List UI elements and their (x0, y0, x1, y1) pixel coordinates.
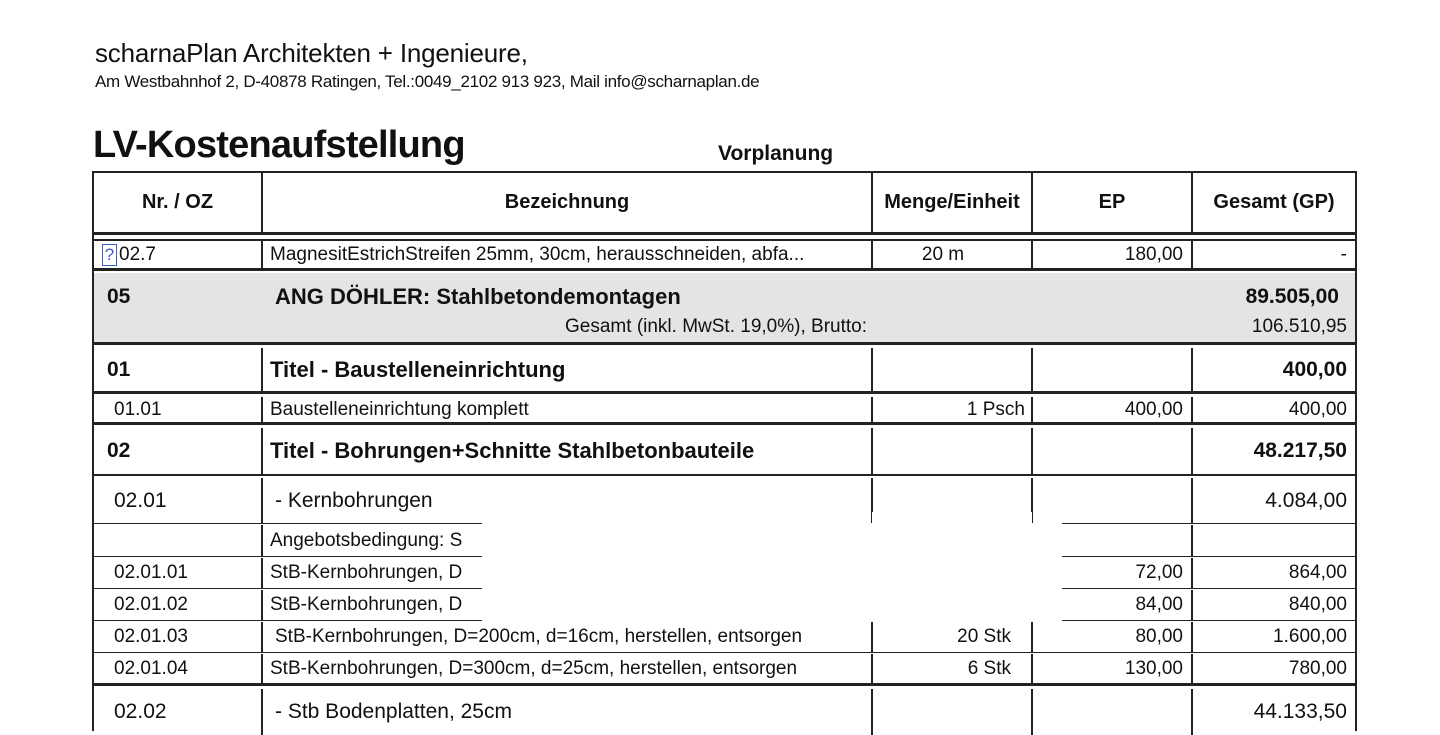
row-qty: 20 m (871, 241, 1031, 268)
row-desc: StB-Kernbohrungen, D (261, 590, 871, 620)
section-total: 89.505,00 (1245, 285, 1339, 308)
table-header (94, 173, 1355, 235)
row-desc: StB-Kernbohrungen, D=300cm, d=25cm, herstellen, entsorgen (261, 654, 871, 683)
row-ep: 130,00 (1031, 654, 1191, 683)
column-header-nr: Nr. / OZ (141, 191, 214, 213)
row-desc: StB-Kernbohrungen, D=200cm, d=16cm, herstellen, entsorgen (261, 622, 871, 652)
section-desc: ANG DÖHLER: Stahlbetondemontagen (275, 284, 681, 309)
row-gp: 400,00 (1191, 397, 1355, 422)
title-row (94, 348, 1355, 394)
cost-table (92, 171, 1357, 731)
row-gp: 864,00 (1191, 558, 1355, 588)
section-row (94, 273, 1355, 345)
document-title: LV-Kostenaufstellung (93, 124, 465, 166)
title-row (94, 428, 1355, 476)
table-row (94, 654, 1355, 686)
section-nr: 05 (107, 285, 131, 308)
row-gp: 44.133,50 (1191, 689, 1355, 735)
row-qty: 1 Psch (871, 397, 1031, 422)
row-nr: 02.01.04 (114, 657, 188, 679)
row-desc: - Stb Bodenplatten, 25cm (261, 689, 871, 735)
column-header-menge: Menge/Einheit (871, 173, 1031, 232)
row-nr: 02.7 (119, 243, 156, 265)
row-gp: - (1191, 241, 1355, 268)
row-qty: 20 Stk (871, 622, 1031, 652)
row-nr: 01 (107, 357, 131, 381)
row-nr: 02 (107, 439, 131, 462)
row-gp: 840,00 (1191, 590, 1355, 620)
row-desc: - Kernbohrungen (261, 478, 871, 523)
column-header-gesamt: Gesamt (GP) (1191, 173, 1355, 232)
column-header-ep: EP (1031, 173, 1191, 232)
row-ep: 180,00 (1031, 241, 1191, 268)
row-ep: 84,00 (1031, 590, 1191, 620)
section-gross-value: 106.510,95 (1251, 316, 1347, 337)
row-gp: 4.084,00 (1191, 478, 1355, 523)
row-ep: 400,00 (1031, 397, 1191, 422)
row-gp: 1.600,00 (1191, 622, 1355, 652)
table-row (94, 622, 1355, 653)
row-nr: 02.01 (114, 488, 167, 512)
row-nr: 02.01.02 (114, 594, 188, 615)
row-desc: StB-Kernbohrungen, D (261, 558, 871, 588)
row-desc: Titel - Bohrungen+Schnitte Stahlbetonbauteile (261, 428, 871, 474)
column-header-bezeichnung: Bezeichnung (261, 173, 871, 232)
row-nr: 02.01.01 (114, 562, 188, 583)
row-nr: 01.01 (114, 398, 162, 420)
table-row (94, 239, 1355, 271)
row-nr: 02.01.03 (114, 626, 188, 647)
row-gp: 48.217,50 (1191, 428, 1355, 474)
question-icon[interactable]: ? (102, 244, 117, 266)
table-row (94, 397, 1355, 425)
section-gross-label: Gesamt (inkl. MwSt. 19,0%), Brutto: (565, 316, 867, 337)
row-desc: Angebotsbedingung: S (261, 525, 871, 556)
row-gp: 780,00 (1191, 654, 1355, 683)
table-row (94, 478, 1355, 524)
row-desc: MagnesitEstrichStreifen 25mm, 30cm, herausschneiden, abfa... (261, 241, 871, 268)
row-ep: 80,00 (1031, 622, 1191, 652)
row-desc: Baustelleneinrichtung komplett (261, 397, 871, 422)
row-gp: 400,00 (1191, 348, 1355, 391)
table-row (94, 689, 1355, 735)
row-qty: 6 Stk (871, 654, 1031, 683)
planning-phase: Vorplanung (718, 142, 834, 165)
row-ep: 72,00 (1031, 558, 1191, 588)
firm-name: scharnaPlan Architekten + Ingenieure, (95, 38, 528, 68)
row-nr: 02.02 (114, 700, 167, 723)
row-desc: Titel - Baustelleneinrichtung (261, 348, 871, 391)
firm-address: Am Westbahnhof 2, D-40878 Ratingen, Tel.:0049_2102 913 923, Mail info@scharnaplan.de (95, 72, 760, 91)
redaction-mask (482, 523, 1062, 621)
